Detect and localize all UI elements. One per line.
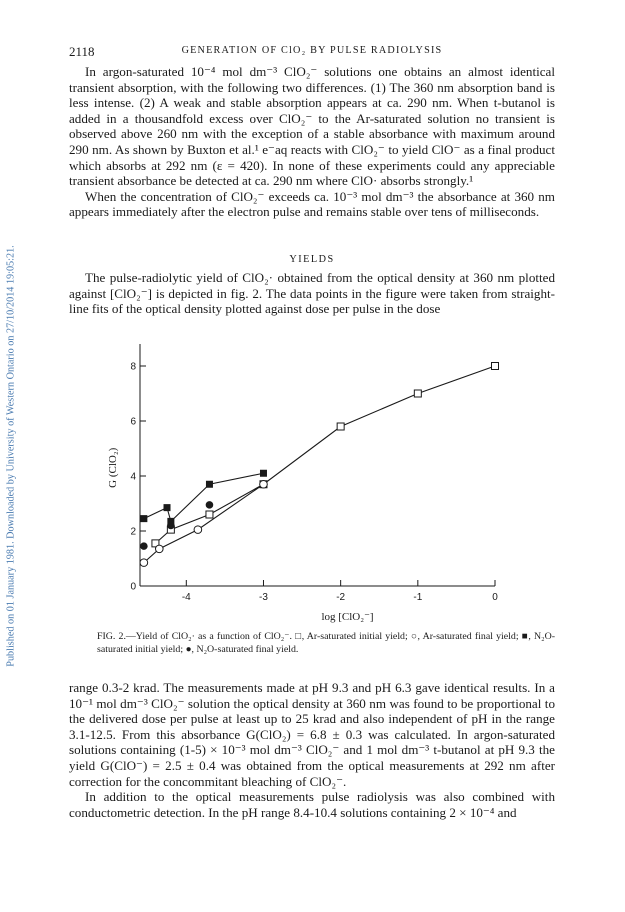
data-point <box>206 501 214 509</box>
data-point <box>414 390 421 397</box>
data-point <box>206 481 213 488</box>
data-point <box>206 511 213 518</box>
y-tick-label: 8 <box>130 361 136 373</box>
data-point <box>140 559 148 567</box>
data-point <box>167 522 175 530</box>
data-point <box>164 504 171 511</box>
section-heading: YIELDS <box>289 254 335 265</box>
x-tick-label: -4 <box>181 592 191 603</box>
figure-caption <box>69 630 555 656</box>
data-point <box>492 363 499 370</box>
data-point <box>194 526 202 534</box>
caption-text: FIG. 2.—Yield of ClO₂· as a function of ClO₂⁻. □, Ar-saturated initial yield; ○, Ar-saturated final yield; ■, N₂O-saturated initial yield; ●, N₂O-saturated final yield. <box>97 631 555 655</box>
x-tick-label: -3 <box>259 592 268 603</box>
body-text-top <box>69 64 555 220</box>
y-tick-label: 4 <box>130 471 136 483</box>
page-number: 2118 <box>69 44 95 59</box>
paragraph: In argon-saturated 10⁻⁴ mol dm⁻³ ClO₂⁻ solutions one obtains an almost identical transient absorption, with the following two differences. (1) The 360 nm absorption band is less intense. (2) A weak and stable absorption appears at ca. 290 nm. When t-butanol is added in a thousandfold excess over ClO₂⁻ to the Ar-saturated solution no transient is observed above 260 nm with the exception of a stable absorbance with maximum around 290 nm. As shown by Buxton et al.¹ e⁻aq reacts with ClO₂⁻ to yield ClO⁻ as a final product which absorbs at 292 nm (ε = 420). In none of these experiments could any appreciable transient absorbance be detected at ca. 290 nm where ClO· absorbs strongly.¹ <box>69 64 555 189</box>
page-header <box>69 44 555 60</box>
paragraph: When the concentration of ClO₂⁻ exceeds ca. 10⁻³ mol dm⁻³ the absorbance at 360 nm appears immediately after the electron pulse and remains stable over tens of milliseconds. <box>69 188 555 220</box>
download-watermark-text: Published on 01 January 1981. Downloaded by University of Western Ontario on 27/10/2014 19:05:21. <box>5 245 17 667</box>
y-tick-label: 2 <box>130 526 136 538</box>
paragraph: In addition to the optical measurements pulse radiolysis was also combined with conductometric detection. In the pH range 8.4-10.4 solutions containing 2 × 10⁻⁴ and <box>69 789 555 820</box>
data-point <box>260 470 267 477</box>
x-tick-label: 0 <box>492 592 498 603</box>
body-text-bottom <box>69 680 555 820</box>
y-tick-label: 0 <box>130 581 136 593</box>
data-point <box>155 545 163 553</box>
paragraph: The pulse-radiolytic yield of ClO₂· obtained from the optical density at 360 nm plotted against [ClO₂⁻] is depicted in fig. 2. The data points in the figure were taken from straight-line fits of the optical density plotted against dose per pulse in the dose <box>69 270 555 317</box>
x-tick-label: -2 <box>336 592 346 603</box>
body-text-yields <box>69 270 555 317</box>
paragraph: range 0.3-2 krad. The measurements made at pH 9.3 and pH 6.3 gave identical results. In a 10⁻¹ mol dm⁻³ ClO₂⁻ solution the optical density at 360 nm was found to be proportional to the delivered dose per pulse at least up to 25 krad and also independent of pH in the range 3.1-12.5. From this absorbance G(ClO₂) = 6.8 ± 0.3 was calculated. In argon-saturated solutions containing (1-5) × 10⁻³ mol dm⁻³ ClO₂⁻ and 1 mol dm⁻³ t-butanol at pH 9.3 the yield G(ClO⁻) = 2.5 ± 0.4 was obtained from the optical measurements at 292 nm after correction for the concommitant bleaching of ClO₂⁻. <box>69 680 555 789</box>
data-point <box>260 480 268 488</box>
data-point <box>140 542 148 550</box>
x-axis-label: log [ClO₂⁻] <box>321 611 374 623</box>
download-watermark <box>4 0 18 912</box>
data-point <box>140 515 147 522</box>
running-title: GENERATION OF ClO₂ BY PULSE RADIOLYSIS <box>181 45 443 56</box>
y-axis-label: G (ClO₂) <box>107 447 119 488</box>
yield-chart <box>100 338 520 628</box>
y-tick-label: 6 <box>130 416 136 428</box>
x-tick-label: -1 <box>413 592 423 603</box>
data-point <box>337 423 344 430</box>
